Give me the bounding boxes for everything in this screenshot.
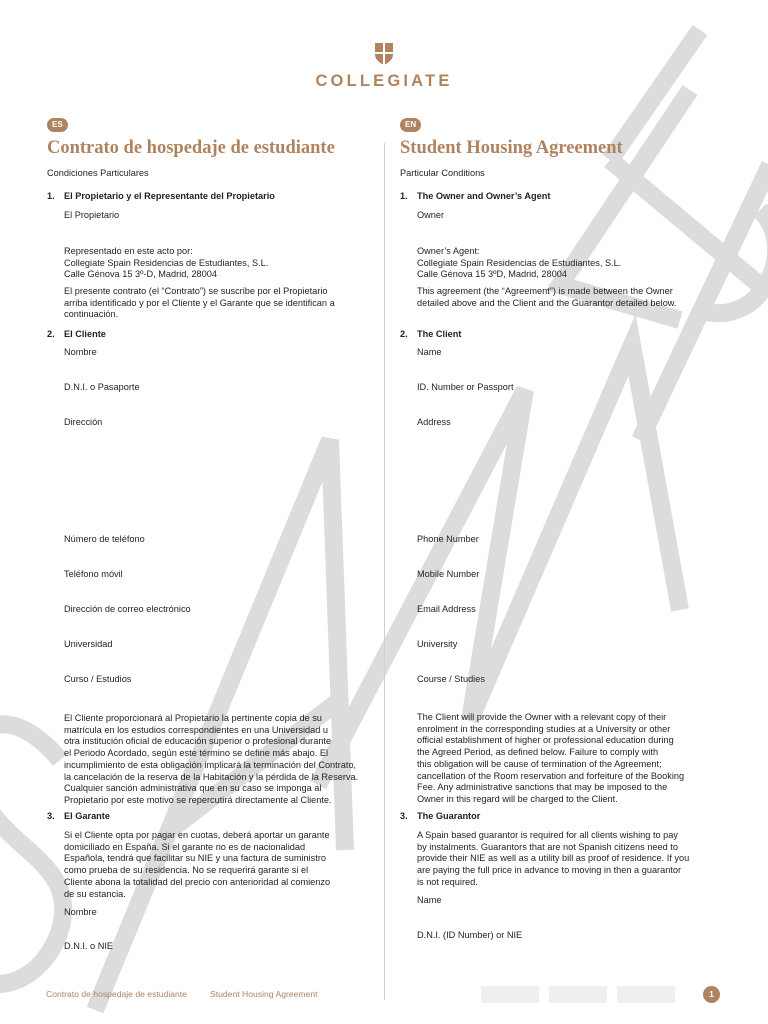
field-label: Nombre bbox=[64, 347, 97, 357]
english-column bbox=[400, 118, 735, 940]
section-heading: El Propietario y el Representante del Propietario bbox=[64, 191, 275, 201]
document-title: Contrato de hospedaje de estudiante bbox=[47, 138, 335, 158]
field-label: Name bbox=[417, 347, 442, 357]
section-heading: The Guarantor bbox=[417, 811, 481, 821]
page-number: 1 bbox=[703, 986, 720, 1003]
shield-icon bbox=[373, 42, 395, 66]
section-number: 2. bbox=[47, 329, 55, 339]
section-number: 1. bbox=[400, 191, 408, 201]
field-label: Universidad bbox=[64, 639, 113, 649]
section-heading: The Client bbox=[417, 329, 462, 339]
footer-title-es: Contrato de hospedaje de estudiante bbox=[46, 989, 187, 999]
section-subtitle: Condiciones Particulares bbox=[47, 168, 149, 178]
field-label: D.N.I. o Pasaporte bbox=[64, 382, 140, 392]
brand-name: COLLEGIATE bbox=[315, 72, 453, 90]
field-label: Dirección bbox=[64, 417, 103, 427]
spanish-column bbox=[47, 118, 379, 951]
section-paragraph: El Cliente proporcionará al Propietario la pertinente copia de su matrícula en los estudios correspondientes en una Universidad u otra institución oficial de educación superior o profesional durante el Periodo Acordado, según este término se define más abajo. El incumplimiento de esta obligación implicará la terminación del Contrato, la cancelación de la reserva de la Habitación y la pérdida de la Reserva. Cualquier sanción administrativa que en su caso se imponga al Propietario por este motivo se repercutirá directamente al Cliente. bbox=[64, 713, 359, 805]
column-divider bbox=[384, 143, 385, 1000]
section-paragraph: This agreement (the “Agreement”) is made between the Owner detailed above and the Client and the Guarantor detailed below. bbox=[417, 286, 677, 308]
field-label: Teléfono móvil bbox=[64, 569, 123, 579]
field-label: D.N.I. o NIE bbox=[64, 941, 114, 951]
section-number: 2. bbox=[400, 329, 408, 339]
section-number: 3. bbox=[47, 811, 55, 821]
field-label: El Propietario bbox=[64, 210, 120, 220]
field-label: University bbox=[417, 639, 458, 649]
footer-title-en: Student Housing Agreement bbox=[210, 989, 318, 999]
field-label: Curso / Estudios bbox=[64, 674, 132, 684]
section-paragraph: El presente contrato (el “Contrato”) se suscribe por el Propietario arriba identificado y por el Cliente y el Garante que se identifican a continuación. bbox=[64, 286, 335, 320]
field-label: Nombre bbox=[64, 907, 97, 917]
initials-box[interactable] bbox=[617, 986, 675, 1003]
agent-details: Representado en este acto por: Collegiate Spain Residencias de Estudiantes, S.L. Calle Génova 15 3º-D, Madrid, 28004 bbox=[64, 246, 269, 280]
field-label: Owner bbox=[417, 210, 445, 220]
section-paragraph: The Client will provide the Owner with a relevant copy of their enrolment in the corresponding studies at a University or other official establishment of higher or professional education during the Agreed Period, as defined below. Failure to comply with this obligation will be cause of termination of the Agreement; cancellation of the Room reservation and forfeiture of the Booking Fee. Any administrative sanctions that may be imposed to the Owner in this regard will be charged to the Client. bbox=[417, 712, 685, 804]
field-label: Dirección de correo electrónico bbox=[64, 604, 191, 614]
field-label: Mobile Number bbox=[417, 569, 480, 579]
initials-box[interactable] bbox=[549, 986, 607, 1003]
field-label: ID. Number or Passport bbox=[417, 382, 514, 392]
section-heading: The Owner and Owner’s Agent bbox=[417, 191, 551, 201]
section-number: 3. bbox=[400, 811, 408, 821]
agent-details: Owner’s Agent: Collegiate Spain Residencias de Estudiantes, S.L. Calle Génova 15 3ºD, Madrid, 28004 bbox=[417, 246, 622, 280]
brand-logo bbox=[300, 42, 468, 91]
field-label: Address bbox=[417, 417, 451, 427]
section-heading: El Garante bbox=[64, 811, 110, 821]
field-label: Name bbox=[417, 895, 442, 905]
section-subtitle: Particular Conditions bbox=[400, 168, 485, 178]
section-heading: El Cliente bbox=[64, 329, 106, 339]
section-number: 1. bbox=[47, 191, 55, 201]
document-title: Student Housing Agreement bbox=[400, 138, 623, 158]
field-label: Número de teléfono bbox=[64, 534, 145, 544]
field-label: D.N.I. (ID Number) or NIE bbox=[417, 930, 523, 940]
initials-box[interactable] bbox=[481, 986, 539, 1003]
field-label: Phone Number bbox=[417, 534, 479, 544]
field-label: Email Address bbox=[417, 604, 476, 614]
language-badge: ES bbox=[47, 118, 68, 132]
language-badge: EN bbox=[400, 118, 421, 132]
section-paragraph: A Spain based guarantor is required for all clients wishing to pay by instalments. Guarantors that are not Spanish citizens need to provide their NIE as well as a utility bill as proof of residence. If you are paying the full price in advance to moving in then a guarantor is not required. bbox=[417, 830, 690, 887]
section-paragraph: Si el Cliente opta por pagar en cuotas, deberá aportar un garante domiciliado en España. Si el garante no es de nacionalidad Española, tendrá que facilitar su NIE y una factura de suministro como prueba de su residencia. No se requerirá garante si el Cliente abona la totalidad del precio con anterioridad al comienzo de su estancia. bbox=[64, 830, 331, 899]
field-label: Course / Studies bbox=[417, 674, 485, 684]
